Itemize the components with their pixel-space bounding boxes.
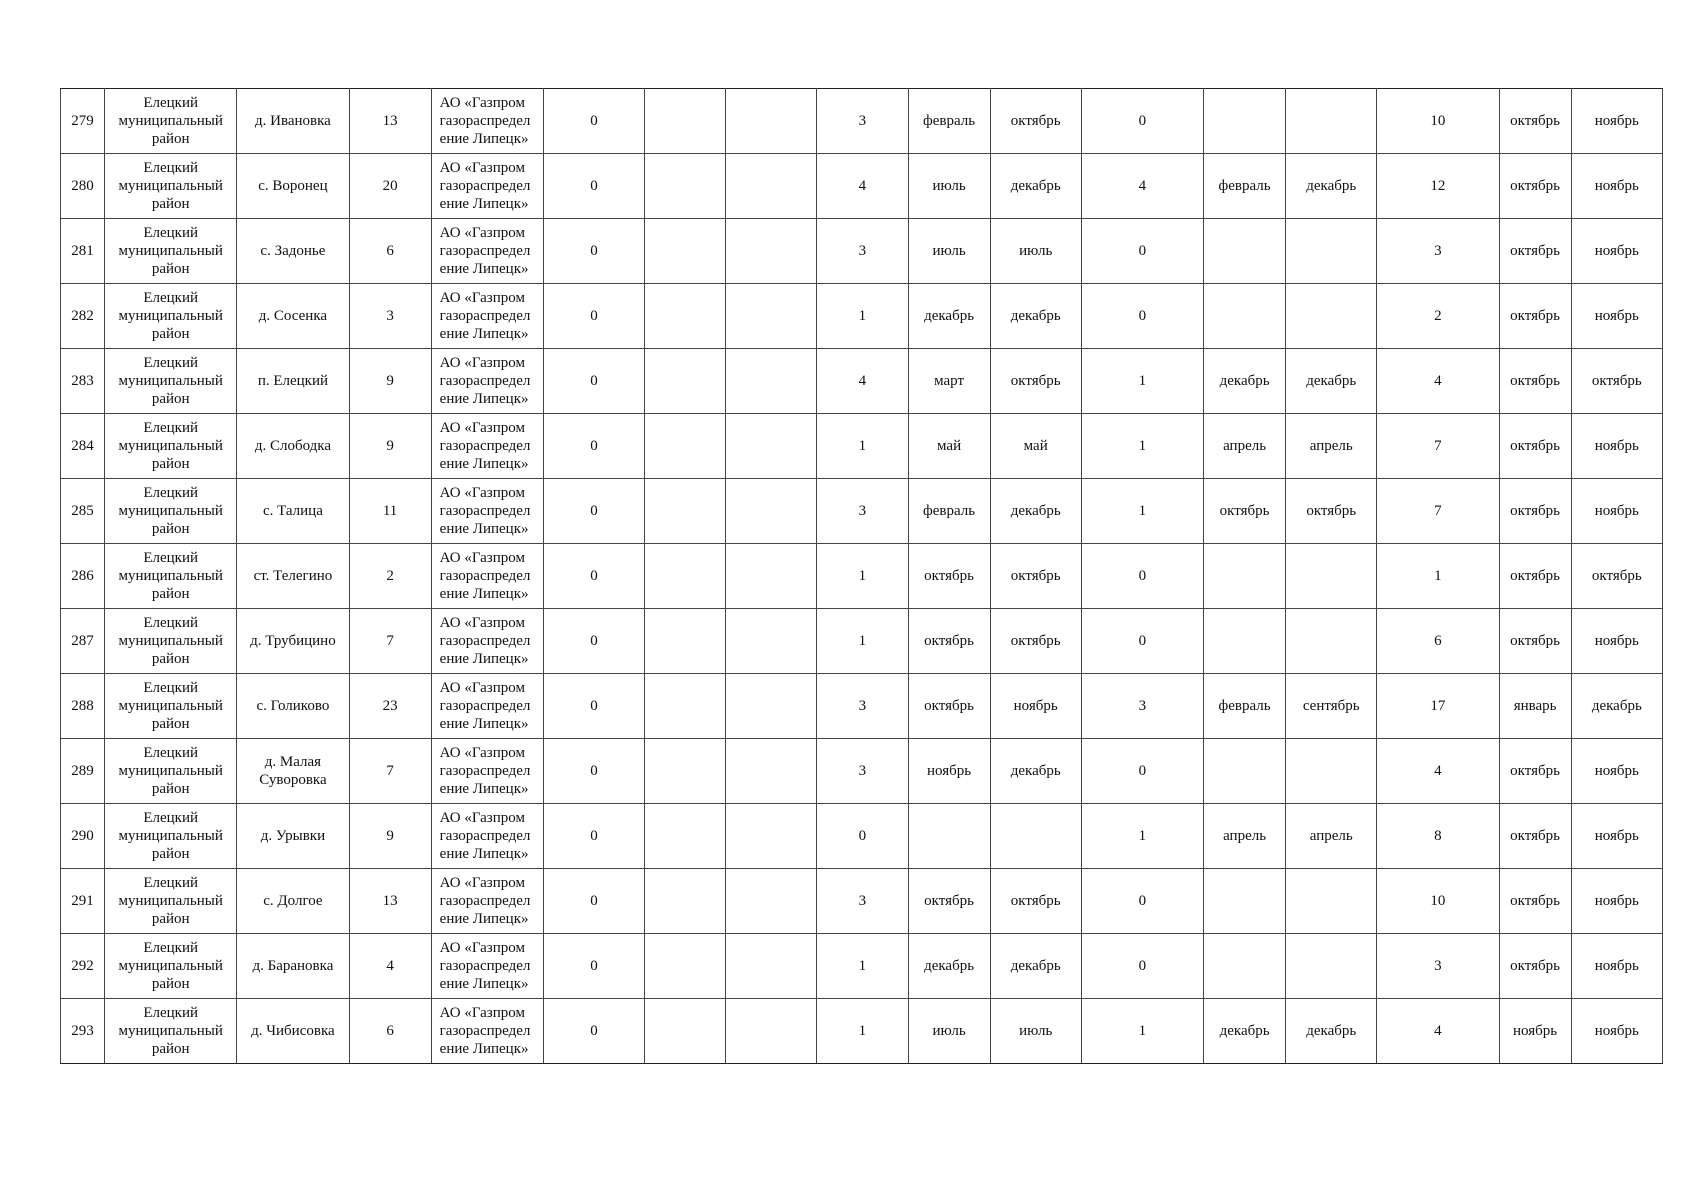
table-row: [61, 154, 1663, 219]
value-1-cell: 0: [543, 219, 644, 284]
row-number-cell: 279: [61, 89, 105, 154]
value-2-cell: [645, 284, 726, 349]
end-month-6-cell: ноябрь: [1571, 609, 1662, 674]
organization-cell: АО «Газпром газораспредел ение Липецк»: [431, 804, 543, 869]
end-month-4-cell: декабрь: [990, 934, 1081, 999]
value-5-cell: 0: [1081, 609, 1203, 674]
start-month-5-cell: [1204, 89, 1286, 154]
start-month-6-cell: октябрь: [1499, 934, 1571, 999]
value-5-cell: 0: [1081, 934, 1203, 999]
organization-cell: АО «Газпром газораспредел ение Липецк»: [431, 609, 543, 674]
row-number-cell: 284: [61, 414, 105, 479]
settlement-cell: д. Слободка: [237, 414, 349, 479]
schedule-table: [60, 88, 1663, 1064]
table-row: [61, 414, 1663, 479]
row-number-cell: 286: [61, 544, 105, 609]
value-2-cell: [645, 414, 726, 479]
value-5-cell: 0: [1081, 869, 1203, 934]
organization-cell: АО «Газпром газораспредел ение Липецк»: [431, 154, 543, 219]
settlement-cell: с. Воронец: [237, 154, 349, 219]
count-cell: 23: [349, 674, 431, 739]
start-month-5-cell: апрель: [1204, 804, 1286, 869]
value-4-cell: 1: [817, 999, 908, 1064]
settlement-cell: д. Ивановка: [237, 89, 349, 154]
start-month-5-cell: декабрь: [1204, 349, 1286, 414]
count-cell: 4: [349, 934, 431, 999]
settlement-cell: ст. Телегино: [237, 544, 349, 609]
value-3-cell: [726, 154, 817, 219]
row-number-cell: 293: [61, 999, 105, 1064]
value-4-cell: 3: [817, 739, 908, 804]
start-month-6-cell: октябрь: [1499, 284, 1571, 349]
organization-cell: АО «Газпром газораспредел ение Липецк»: [431, 739, 543, 804]
value-1-cell: 0: [543, 934, 644, 999]
start-month-5-cell: [1204, 869, 1286, 934]
start-month-4-cell: декабрь: [908, 284, 990, 349]
start-month-6-cell: октябрь: [1499, 414, 1571, 479]
value-3-cell: [726, 349, 817, 414]
value-5-cell: 1: [1081, 999, 1203, 1064]
end-month-4-cell: ноябрь: [990, 674, 1081, 739]
value-5-cell: 0: [1081, 284, 1203, 349]
start-month-5-cell: апрель: [1204, 414, 1286, 479]
table-row: [61, 544, 1663, 609]
value-6-cell: 4: [1377, 999, 1499, 1064]
end-month-6-cell: декабрь: [1571, 674, 1662, 739]
value-4-cell: 1: [817, 544, 908, 609]
end-month-5-cell: [1286, 284, 1377, 349]
value-6-cell: 12: [1377, 154, 1499, 219]
end-month-5-cell: сентябрь: [1286, 674, 1377, 739]
settlement-cell: д. Барановка: [237, 934, 349, 999]
district-cell: Елецкий муниципальный район: [105, 414, 237, 479]
value-6-cell: 1: [1377, 544, 1499, 609]
settlement-cell: с. Долгое: [237, 869, 349, 934]
table-body: [61, 89, 1663, 1064]
end-month-5-cell: декабрь: [1286, 154, 1377, 219]
start-month-5-cell: декабрь: [1204, 999, 1286, 1064]
value-5-cell: 0: [1081, 544, 1203, 609]
value-5-cell: 0: [1081, 89, 1203, 154]
value-5-cell: 0: [1081, 739, 1203, 804]
start-month-4-cell: октябрь: [908, 544, 990, 609]
count-cell: 13: [349, 869, 431, 934]
settlement-cell: д. Чибисовка: [237, 999, 349, 1064]
end-month-6-cell: ноябрь: [1571, 479, 1662, 544]
end-month-6-cell: октябрь: [1571, 544, 1662, 609]
value-1-cell: 0: [543, 89, 644, 154]
end-month-4-cell: декабрь: [990, 479, 1081, 544]
value-1-cell: 0: [543, 479, 644, 544]
end-month-4-cell: октябрь: [990, 89, 1081, 154]
value-1-cell: 0: [543, 739, 644, 804]
value-6-cell: 3: [1377, 934, 1499, 999]
value-5-cell: 1: [1081, 479, 1203, 544]
table-row: [61, 219, 1663, 284]
district-cell: Елецкий муниципальный район: [105, 284, 237, 349]
organization-cell: АО «Газпром газораспредел ение Липецк»: [431, 544, 543, 609]
value-6-cell: 6: [1377, 609, 1499, 674]
value-1-cell: 0: [543, 609, 644, 674]
end-month-6-cell: ноябрь: [1571, 219, 1662, 284]
end-month-5-cell: [1286, 89, 1377, 154]
district-cell: Елецкий муниципальный район: [105, 89, 237, 154]
end-month-5-cell: [1286, 934, 1377, 999]
value-6-cell: 4: [1377, 349, 1499, 414]
district-cell: Елецкий муниципальный район: [105, 674, 237, 739]
settlement-cell: д. Урывки: [237, 804, 349, 869]
row-number-cell: 285: [61, 479, 105, 544]
district-cell: Елецкий муниципальный район: [105, 544, 237, 609]
value-1-cell: 0: [543, 154, 644, 219]
value-6-cell: 7: [1377, 414, 1499, 479]
value-6-cell: 17: [1377, 674, 1499, 739]
district-cell: Елецкий муниципальный район: [105, 349, 237, 414]
row-number-cell: 281: [61, 219, 105, 284]
row-number-cell: 282: [61, 284, 105, 349]
end-month-4-cell: октябрь: [990, 869, 1081, 934]
start-month-5-cell: [1204, 934, 1286, 999]
value-2-cell: [645, 869, 726, 934]
end-month-4-cell: июль: [990, 219, 1081, 284]
value-2-cell: [645, 544, 726, 609]
value-4-cell: 3: [817, 479, 908, 544]
organization-cell: АО «Газпром газораспредел ение Липецк»: [431, 999, 543, 1064]
value-3-cell: [726, 414, 817, 479]
value-2-cell: [645, 674, 726, 739]
end-month-4-cell: декабрь: [990, 739, 1081, 804]
end-month-6-cell: октябрь: [1571, 349, 1662, 414]
count-cell: 13: [349, 89, 431, 154]
value-2-cell: [645, 349, 726, 414]
value-4-cell: 3: [817, 674, 908, 739]
value-4-cell: 1: [817, 284, 908, 349]
table-row: [61, 284, 1663, 349]
row-number-cell: 291: [61, 869, 105, 934]
table-row: [61, 479, 1663, 544]
value-5-cell: 1: [1081, 349, 1203, 414]
end-month-6-cell: ноябрь: [1571, 414, 1662, 479]
value-3-cell: [726, 739, 817, 804]
row-number-cell: 289: [61, 739, 105, 804]
count-cell: 11: [349, 479, 431, 544]
organization-cell: АО «Газпром газораспредел ение Липецк»: [431, 934, 543, 999]
end-month-6-cell: ноябрь: [1571, 869, 1662, 934]
value-1-cell: 0: [543, 869, 644, 934]
value-4-cell: 4: [817, 154, 908, 219]
district-cell: Елецкий муниципальный район: [105, 609, 237, 674]
value-1-cell: 0: [543, 349, 644, 414]
table-row: [61, 934, 1663, 999]
start-month-4-cell: июль: [908, 154, 990, 219]
district-cell: Елецкий муниципальный район: [105, 154, 237, 219]
start-month-4-cell: февраль: [908, 479, 990, 544]
organization-cell: АО «Газпром газораспредел ение Липецк»: [431, 869, 543, 934]
end-month-4-cell: декабрь: [990, 154, 1081, 219]
organization-cell: АО «Газпром газораспредел ение Липецк»: [431, 349, 543, 414]
value-4-cell: 1: [817, 414, 908, 479]
count-cell: 7: [349, 739, 431, 804]
value-2-cell: [645, 479, 726, 544]
value-2-cell: [645, 739, 726, 804]
value-6-cell: 4: [1377, 739, 1499, 804]
start-month-5-cell: [1204, 609, 1286, 674]
district-cell: Елецкий муниципальный район: [105, 219, 237, 284]
end-month-4-cell: декабрь: [990, 284, 1081, 349]
start-month-4-cell: июль: [908, 999, 990, 1064]
table-row: [61, 999, 1663, 1064]
value-5-cell: 4: [1081, 154, 1203, 219]
value-6-cell: 8: [1377, 804, 1499, 869]
start-month-5-cell: февраль: [1204, 674, 1286, 739]
table-row: [61, 609, 1663, 674]
count-cell: 2: [349, 544, 431, 609]
start-month-6-cell: октябрь: [1499, 89, 1571, 154]
start-month-4-cell: февраль: [908, 89, 990, 154]
row-number-cell: 283: [61, 349, 105, 414]
value-4-cell: 3: [817, 869, 908, 934]
value-5-cell: 3: [1081, 674, 1203, 739]
start-month-5-cell: октябрь: [1204, 479, 1286, 544]
count-cell: 3: [349, 284, 431, 349]
end-month-5-cell: [1286, 739, 1377, 804]
settlement-cell: с. Голиково: [237, 674, 349, 739]
end-month-5-cell: [1286, 219, 1377, 284]
district-cell: Елецкий муниципальный район: [105, 804, 237, 869]
start-month-6-cell: октябрь: [1499, 544, 1571, 609]
end-month-5-cell: декабрь: [1286, 349, 1377, 414]
start-month-5-cell: [1204, 739, 1286, 804]
district-cell: Елецкий муниципальный район: [105, 739, 237, 804]
end-month-5-cell: [1286, 869, 1377, 934]
start-month-4-cell: июль: [908, 219, 990, 284]
value-1-cell: 0: [543, 414, 644, 479]
end-month-4-cell: октябрь: [990, 544, 1081, 609]
value-1-cell: 0: [543, 544, 644, 609]
start-month-5-cell: февраль: [1204, 154, 1286, 219]
start-month-6-cell: октябрь: [1499, 219, 1571, 284]
end-month-4-cell: [990, 804, 1081, 869]
start-month-5-cell: [1204, 284, 1286, 349]
value-2-cell: [645, 154, 726, 219]
row-number-cell: 288: [61, 674, 105, 739]
organization-cell: АО «Газпром газораспредел ение Липецк»: [431, 479, 543, 544]
end-month-4-cell: май: [990, 414, 1081, 479]
value-3-cell: [726, 479, 817, 544]
end-month-4-cell: октябрь: [990, 349, 1081, 414]
start-month-6-cell: октябрь: [1499, 349, 1571, 414]
start-month-5-cell: [1204, 219, 1286, 284]
value-3-cell: [726, 89, 817, 154]
table-row: [61, 804, 1663, 869]
district-cell: Елецкий муниципальный район: [105, 479, 237, 544]
end-month-6-cell: ноябрь: [1571, 284, 1662, 349]
value-1-cell: 0: [543, 804, 644, 869]
row-number-cell: 290: [61, 804, 105, 869]
organization-cell: АО «Газпром газораспредел ение Липецк»: [431, 284, 543, 349]
value-4-cell: 3: [817, 219, 908, 284]
start-month-4-cell: [908, 804, 990, 869]
end-month-6-cell: ноябрь: [1571, 804, 1662, 869]
organization-cell: АО «Газпром газораспредел ение Липецк»: [431, 414, 543, 479]
value-1-cell: 0: [543, 674, 644, 739]
value-2-cell: [645, 999, 726, 1064]
end-month-5-cell: [1286, 544, 1377, 609]
row-number-cell: 280: [61, 154, 105, 219]
value-3-cell: [726, 804, 817, 869]
end-month-4-cell: июль: [990, 999, 1081, 1064]
count-cell: 6: [349, 219, 431, 284]
value-1-cell: 0: [543, 999, 644, 1064]
settlement-cell: д. Сосенка: [237, 284, 349, 349]
value-4-cell: 4: [817, 349, 908, 414]
table-row: [61, 349, 1663, 414]
value-3-cell: [726, 999, 817, 1064]
count-cell: 9: [349, 414, 431, 479]
settlement-cell: с. Талица: [237, 479, 349, 544]
end-month-5-cell: декабрь: [1286, 999, 1377, 1064]
start-month-4-cell: декабрь: [908, 934, 990, 999]
value-5-cell: 0: [1081, 219, 1203, 284]
value-6-cell: 3: [1377, 219, 1499, 284]
table-row: [61, 674, 1663, 739]
value-4-cell: 1: [817, 934, 908, 999]
organization-cell: АО «Газпром газораспредел ение Липецк»: [431, 219, 543, 284]
start-month-4-cell: октябрь: [908, 609, 990, 674]
start-month-4-cell: октябрь: [908, 674, 990, 739]
count-cell: 20: [349, 154, 431, 219]
row-number-cell: 287: [61, 609, 105, 674]
value-3-cell: [726, 219, 817, 284]
district-cell: Елецкий муниципальный район: [105, 934, 237, 999]
district-cell: Елецкий муниципальный район: [105, 999, 237, 1064]
end-month-6-cell: ноябрь: [1571, 999, 1662, 1064]
end-month-5-cell: апрель: [1286, 414, 1377, 479]
value-4-cell: 1: [817, 609, 908, 674]
value-3-cell: [726, 609, 817, 674]
start-month-6-cell: октябрь: [1499, 479, 1571, 544]
row-number-cell: 292: [61, 934, 105, 999]
value-2-cell: [645, 219, 726, 284]
value-5-cell: 1: [1081, 414, 1203, 479]
value-2-cell: [645, 609, 726, 674]
value-6-cell: 10: [1377, 89, 1499, 154]
district-cell: Елецкий муниципальный район: [105, 869, 237, 934]
start-month-6-cell: октябрь: [1499, 609, 1571, 674]
value-4-cell: 0: [817, 804, 908, 869]
value-3-cell: [726, 544, 817, 609]
table-row: [61, 89, 1663, 154]
value-3-cell: [726, 869, 817, 934]
start-month-4-cell: май: [908, 414, 990, 479]
end-month-5-cell: апрель: [1286, 804, 1377, 869]
value-2-cell: [645, 89, 726, 154]
settlement-cell: п. Елецкий: [237, 349, 349, 414]
value-1-cell: 0: [543, 284, 644, 349]
count-cell: 7: [349, 609, 431, 674]
value-3-cell: [726, 284, 817, 349]
value-6-cell: 10: [1377, 869, 1499, 934]
value-3-cell: [726, 674, 817, 739]
start-month-6-cell: октябрь: [1499, 804, 1571, 869]
start-month-6-cell: октябрь: [1499, 739, 1571, 804]
count-cell: 6: [349, 999, 431, 1064]
count-cell: 9: [349, 349, 431, 414]
start-month-6-cell: январь: [1499, 674, 1571, 739]
start-month-4-cell: март: [908, 349, 990, 414]
start-month-6-cell: октябрь: [1499, 869, 1571, 934]
table-row: [61, 739, 1663, 804]
value-6-cell: 2: [1377, 284, 1499, 349]
end-month-6-cell: ноябрь: [1571, 739, 1662, 804]
end-month-5-cell: октябрь: [1286, 479, 1377, 544]
settlement-cell: д. Трубицино: [237, 609, 349, 674]
start-month-4-cell: октябрь: [908, 869, 990, 934]
value-5-cell: 1: [1081, 804, 1203, 869]
value-4-cell: 3: [817, 89, 908, 154]
value-2-cell: [645, 934, 726, 999]
settlement-cell: с. Задонье: [237, 219, 349, 284]
start-month-6-cell: ноябрь: [1499, 999, 1571, 1064]
organization-cell: АО «Газпром газораспредел ение Липецк»: [431, 89, 543, 154]
value-6-cell: 7: [1377, 479, 1499, 544]
organization-cell: АО «Газпром газораспредел ение Липецк»: [431, 674, 543, 739]
end-month-6-cell: ноябрь: [1571, 89, 1662, 154]
count-cell: 9: [349, 804, 431, 869]
start-month-5-cell: [1204, 544, 1286, 609]
end-month-4-cell: октябрь: [990, 609, 1081, 674]
table-row: [61, 869, 1663, 934]
value-3-cell: [726, 934, 817, 999]
value-2-cell: [645, 804, 726, 869]
start-month-4-cell: ноябрь: [908, 739, 990, 804]
settlement-cell: д. Малая Суворовка: [237, 739, 349, 804]
end-month-5-cell: [1286, 609, 1377, 674]
start-month-6-cell: октябрь: [1499, 154, 1571, 219]
end-month-6-cell: ноябрь: [1571, 934, 1662, 999]
end-month-6-cell: ноябрь: [1571, 154, 1662, 219]
